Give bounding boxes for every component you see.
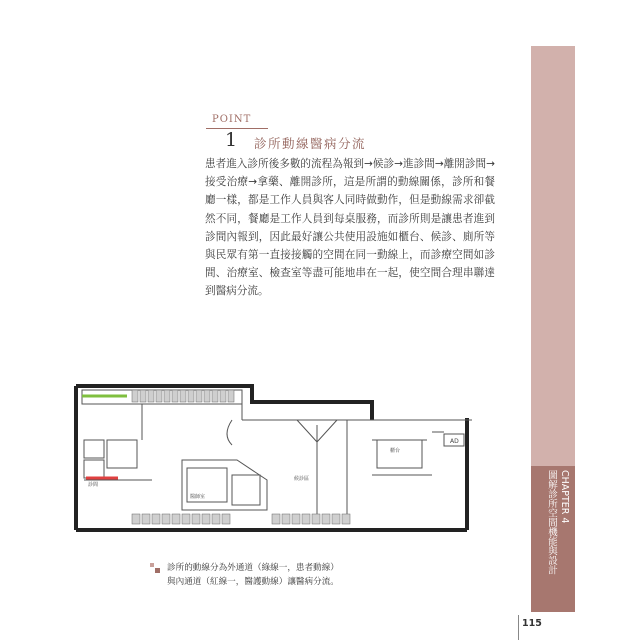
- room-label-4: 櫃台: [390, 448, 401, 454]
- point-number: 1: [225, 129, 238, 151]
- figure-caption: [167, 561, 397, 589]
- room-label-3: 候診區: [294, 476, 310, 482]
- floor-plan: [72, 380, 492, 540]
- caption-line-2: 與內通道（紅線一，醫護動線）讓醫病分流。: [167, 577, 339, 587]
- page-number: 115: [522, 618, 542, 629]
- caption-line-1: 診所的動線分為外通道（綠線一，患者動線）: [167, 563, 339, 573]
- caption-bullet-icon: [150, 563, 160, 573]
- body-paragraph: 患者進入診所後多數的流程為報到→候診→進診間→離開診間→接受治療→拿藥、離開診所，這是所謂的動線關係，診所和餐廳一樣，都是工作人員與客人同時做動作，但是動線需求卻截然不同，餐廳是工作人員到每桌服務，而診所則是讓患者進到診間內報到，因此最好讓公共使用設施如櫃台、候診、廁所等與民眾有第一直接接觸的空間在同一動線上，而診療空間如診間、治療室、檢查室等盡可能地串在一起，使空間合理串聯達到醫病分流。: [205, 158, 495, 298]
- section-title: 診所動線醫病分流: [254, 136, 367, 151]
- point-label: POINT: [212, 114, 252, 125]
- room-label-1: 診間: [88, 482, 99, 488]
- chapter-title: 圖解診所空間機能與設計: [546, 470, 557, 575]
- chapter-number: CHAPTER 4: [559, 470, 570, 524]
- chapter-label: [535, 470, 571, 608]
- ad-label: AD: [450, 438, 459, 445]
- room-label-2: 醫師室: [190, 494, 206, 500]
- page-number-rule: [518, 615, 519, 640]
